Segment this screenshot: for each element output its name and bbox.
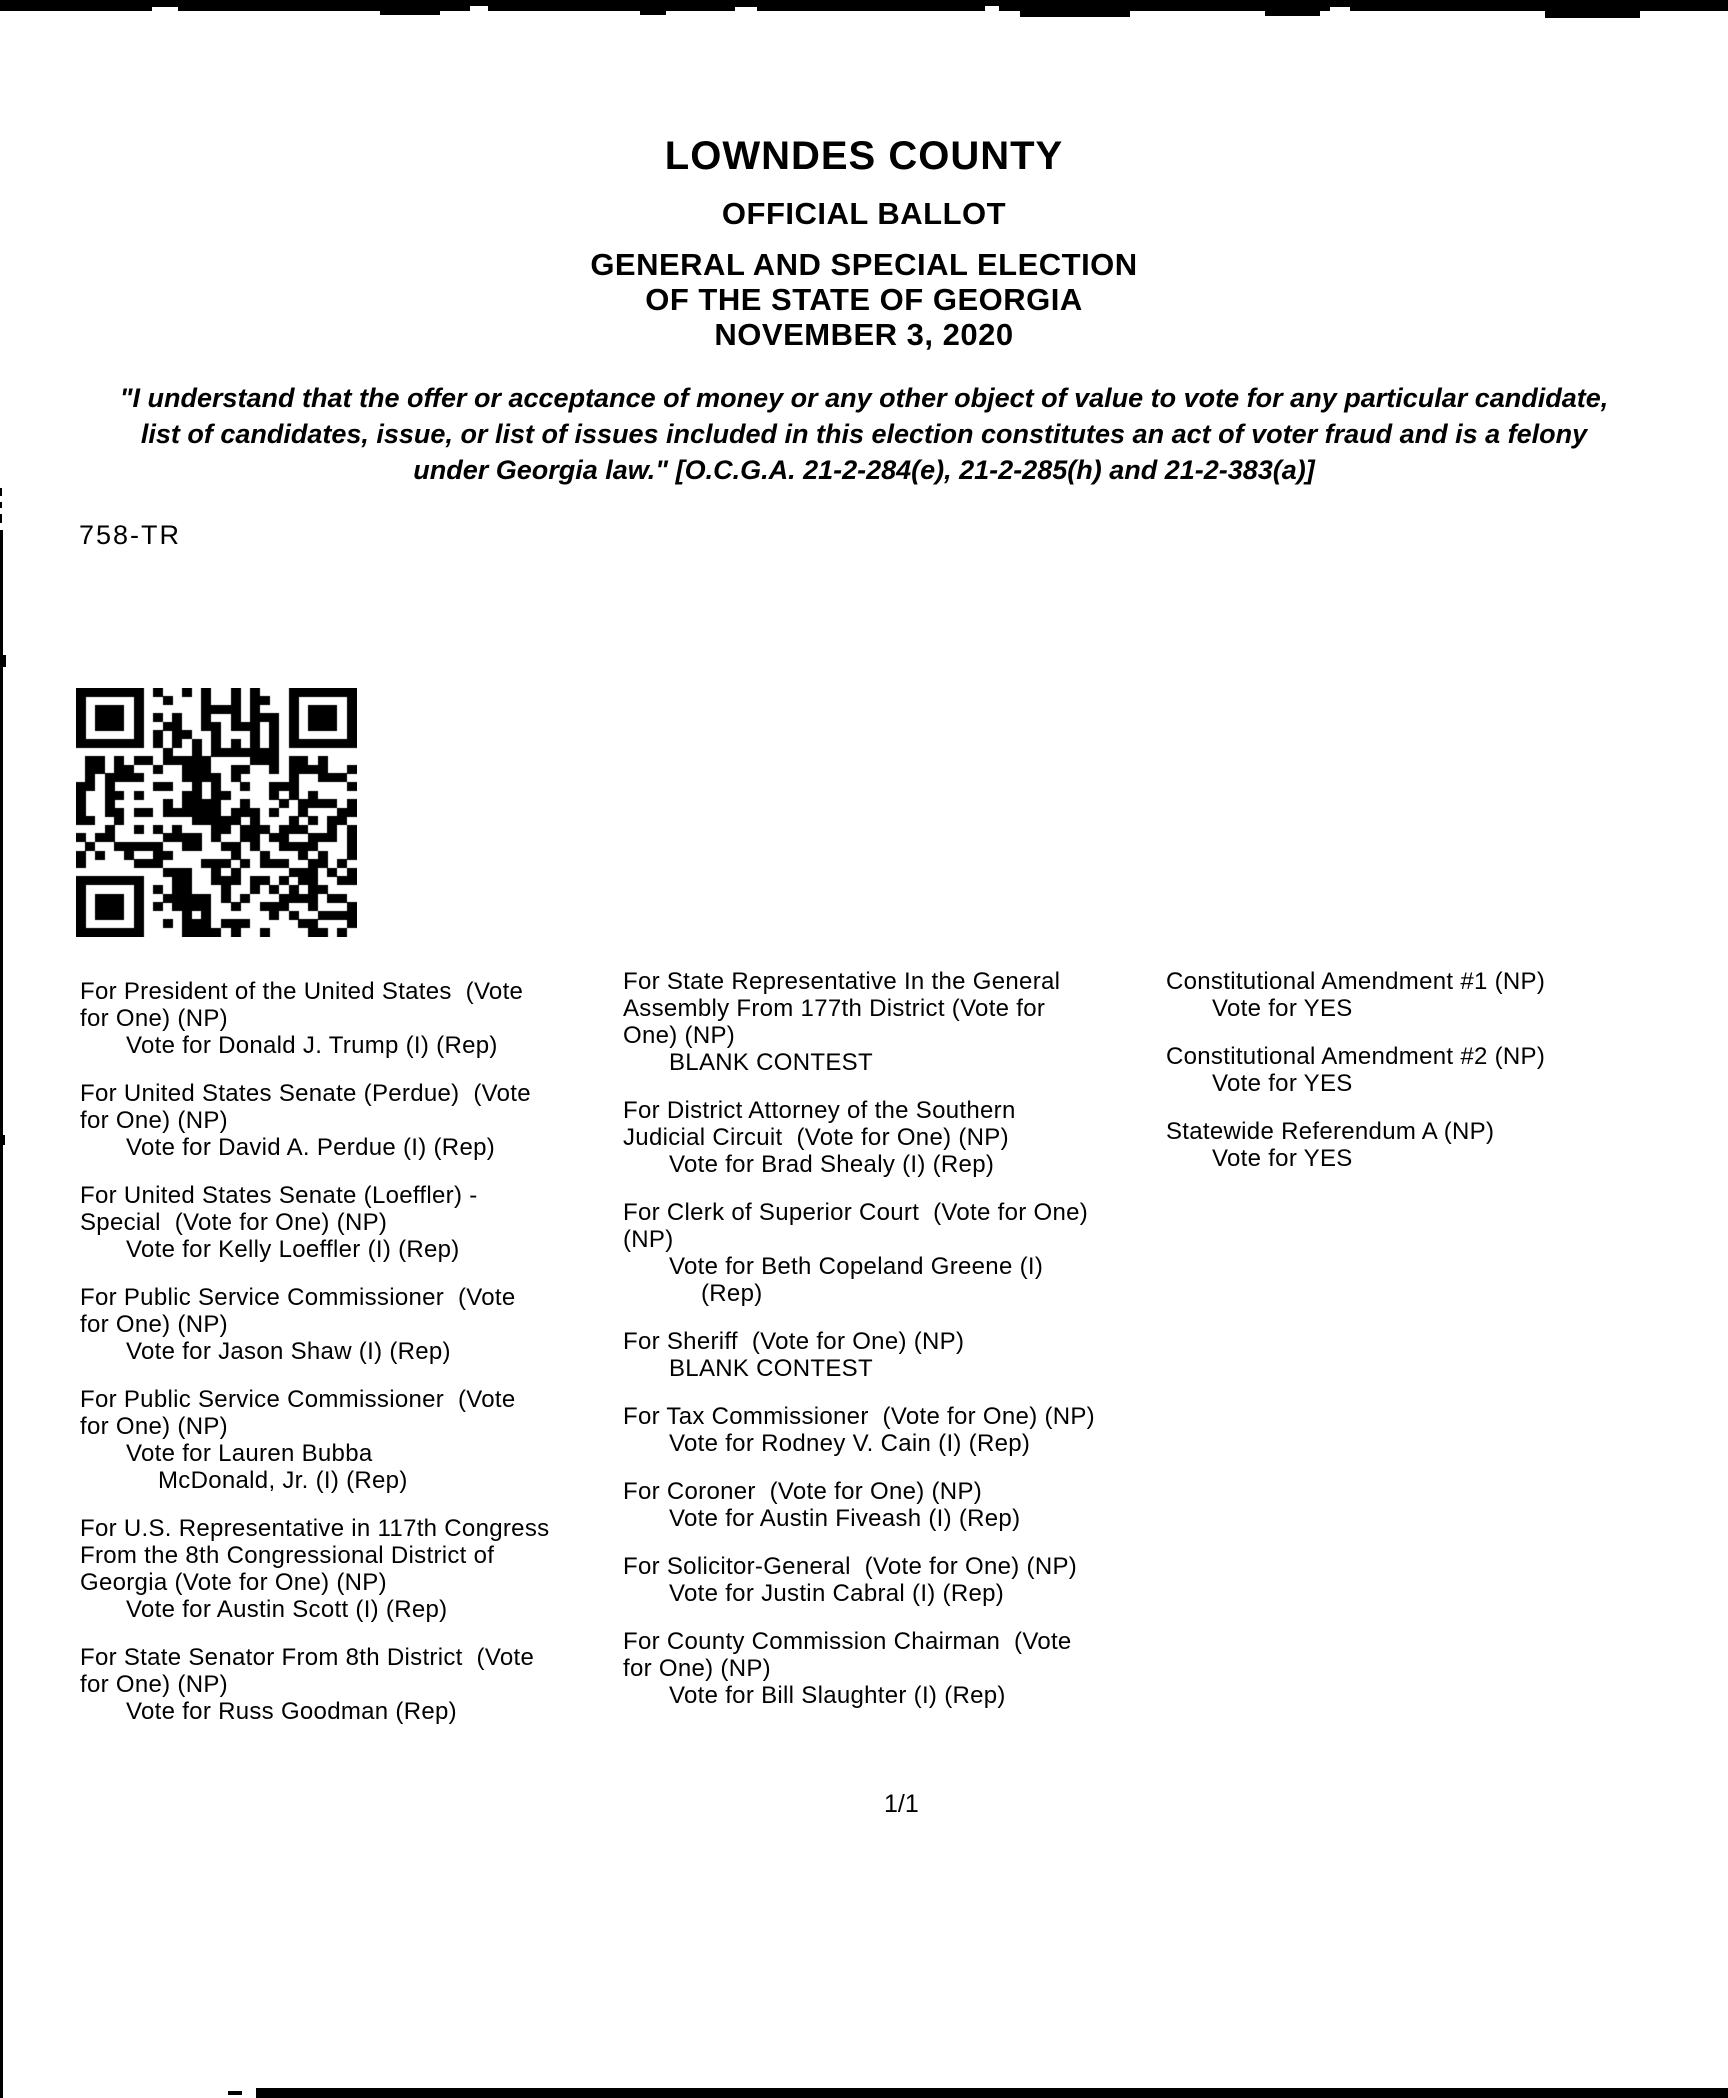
- vote-line: BLANK CONTEST: [669, 1355, 873, 1382]
- contest-title-line: For United States Senate (Loeffler) -: [80, 1182, 478, 1209]
- scan-artifact-left-dash: [0, 514, 2, 523]
- contest-title-line: For County Commission Chairman (Vote: [623, 1628, 1072, 1655]
- contest-title-line: For Sheriff (Vote for One) (NP): [623, 1328, 965, 1355]
- contest-title-line: One) (NP): [623, 1022, 736, 1049]
- vote-line: Vote for Beth Copeland Greene (I): [669, 1253, 1044, 1280]
- vote-line: (Rep): [701, 1280, 763, 1307]
- contest-title-line: For State Representative In the General: [623, 968, 1061, 995]
- vote-line: Vote for Kelly Loeffler (I) (Rep): [126, 1236, 460, 1263]
- contest-title-line: For District Attorney of the Southern: [623, 1097, 1016, 1124]
- contest-title-line: For Tax Commissioner (Vote for One) (NP): [623, 1403, 1095, 1430]
- contest-block: [623, 1628, 1183, 1709]
- county-title: LOWNDES COUNTY: [664, 134, 1064, 178]
- scan-artifact-bottom-dash: [228, 2091, 242, 2095]
- contest-title-line: for One) (NP): [80, 1413, 228, 1440]
- vote-line: McDonald, Jr. (I) (Rep): [158, 1467, 408, 1494]
- scan-artifact-bottom-bar: [256, 2088, 1728, 2098]
- vote-line: Vote for YES: [1212, 995, 1353, 1022]
- contest-title-line: From the 8th Congressional District of: [80, 1542, 495, 1569]
- contest-block: [80, 1644, 640, 1725]
- contest-title-line: Georgia (Vote for One) (NP): [80, 1569, 387, 1596]
- contest-block: [1166, 968, 1666, 1022]
- vote-line: Vote for Russ Goodman (Rep): [126, 1698, 457, 1725]
- contest-title-line: For Solicitor-General (Vote for One) (NP): [623, 1553, 1078, 1580]
- vote-line: Vote for Bill Slaughter (I) (Rep): [669, 1682, 1006, 1709]
- contest-block: [623, 1328, 1183, 1382]
- vote-line: BLANK CONTEST: [669, 1049, 873, 1076]
- contest-title-line: Constitutional Amendment #1 (NP): [1166, 968, 1546, 995]
- vote-line: Vote for Jason Shaw (I) (Rep): [126, 1338, 451, 1365]
- scan-artifact-speck: [640, 11, 666, 15]
- scan-artifact-speck: [1545, 11, 1640, 18]
- contest-title-line: Assembly From 177th District (Vote for: [623, 995, 1046, 1022]
- contest-block: [623, 1403, 1183, 1457]
- contest-column-2: [623, 968, 1183, 1730]
- contest-title-line: For President of the United States (Vote: [80, 978, 524, 1005]
- disclaimer-line: list of candidates, issue, or list of issues included in this election constitutes an act of voter fraud and is a felony: [140, 419, 1588, 449]
- voter-fraud-disclaimer: [0, 380, 1728, 488]
- ballot-code: 758-TR: [79, 520, 182, 550]
- election-date: NOVEMBER 3, 2020: [714, 317, 1014, 352]
- vote-line: Vote for Lauren Bubba: [126, 1440, 373, 1467]
- election-title-line1: GENERAL AND SPECIAL ELECTION: [590, 247, 1138, 282]
- scan-artifact-top-bar: [0, 0, 1728, 11]
- contest-block: [623, 1097, 1183, 1178]
- scan-artifact-speck: [1020, 11, 1130, 17]
- contest-title-line: For Clerk of Superior Court (Vote for One): [623, 1199, 1089, 1226]
- contest-column-3: [1166, 968, 1666, 1193]
- contest-title-line: for One) (NP): [80, 1311, 228, 1338]
- vote-line: Vote for Justin Cabral (I) (Rep): [669, 1580, 1005, 1607]
- vote-line: Vote for Austin Fiveash (I) (Rep): [669, 1505, 1021, 1532]
- contest-block: [80, 1284, 640, 1365]
- contest-title-line: For U.S. Representative in 117th Congress: [80, 1515, 550, 1542]
- contest-title-line: for One) (NP): [623, 1655, 771, 1682]
- ballot-type-title: OFFICIAL BALLOT: [721, 196, 1007, 231]
- vote-line: Vote for Rodney V. Cain (I) (Rep): [669, 1430, 1031, 1457]
- scan-artifact-left-blip: [0, 1135, 5, 1145]
- contest-block: [1166, 1043, 1666, 1097]
- contest-column-1: [80, 978, 640, 1746]
- scan-artifact-left-dash: [0, 488, 2, 496]
- disclaimer-line: "I understand that the offer or acceptance of money or any other object of value to vote for any particular candidate,: [119, 383, 1609, 413]
- contest-title-line: for One) (NP): [80, 1005, 228, 1032]
- contest-block: [623, 968, 1183, 1076]
- vote-line: Vote for YES: [1212, 1145, 1353, 1172]
- contest-title-line: For State Senator From 8th District (Vote: [80, 1644, 535, 1671]
- scan-artifact-left-dash: [0, 502, 2, 508]
- contest-title-line: For United States Senate (Perdue) (Vote: [80, 1080, 531, 1107]
- scan-artifact-speck: [1265, 11, 1320, 16]
- election-title-line2: OF THE STATE OF GEORGIA: [645, 282, 1083, 317]
- contest-block: [80, 1080, 640, 1161]
- vote-line: Vote for Donald J. Trump (I) (Rep): [126, 1032, 498, 1059]
- contest-title-line: Statewide Referendum A (NP): [1166, 1118, 1495, 1145]
- contest-title-line: Judicial Circuit (Vote for One) (NP): [623, 1124, 1009, 1151]
- scan-artifact-left-blip: [0, 655, 6, 667]
- contest-title-line: For Public Service Commissioner (Vote: [80, 1284, 516, 1311]
- contest-block: [80, 978, 640, 1059]
- scan-artifact-speck: [380, 11, 440, 15]
- disclaimer-line: under Georgia law." [O.C.G.A. 21-2-284(e), 21-2-285(h) and 21-2-383(a)]: [413, 455, 1315, 485]
- contest-block: [1166, 1118, 1666, 1172]
- contest-block: [623, 1199, 1183, 1307]
- contest-block: [80, 1182, 640, 1263]
- contest-title-line: for One) (NP): [80, 1107, 228, 1134]
- qr-code-icon: [76, 688, 357, 937]
- contest-block: [623, 1553, 1183, 1607]
- contest-block: [80, 1515, 640, 1623]
- contest-title-line: Special (Vote for One) (NP): [80, 1209, 388, 1236]
- vote-line: Vote for Austin Scott (I) (Rep): [126, 1596, 448, 1623]
- contest-title-line: For Coroner (Vote for One) (NP): [623, 1478, 983, 1505]
- page-indicator: 1/1: [884, 1790, 919, 1818]
- vote-line: Vote for David A. Perdue (I) (Rep): [126, 1134, 496, 1161]
- contest-title-line: for One) (NP): [80, 1671, 228, 1698]
- vote-line: Vote for Brad Shealy (I) (Rep): [669, 1151, 995, 1178]
- contest-title-line: For Public Service Commissioner (Vote: [80, 1386, 516, 1413]
- vote-line: Vote for YES: [1212, 1070, 1353, 1097]
- scan-artifact-left-line: [0, 530, 3, 2098]
- contest-title-line: (NP): [623, 1226, 674, 1253]
- contest-title-line: Constitutional Amendment #2 (NP): [1166, 1043, 1546, 1070]
- contest-block: [80, 1386, 640, 1494]
- scan-artifact-bottom-dash: [300, 2092, 336, 2096]
- contest-block: [623, 1478, 1183, 1532]
- election-title: [0, 247, 1728, 352]
